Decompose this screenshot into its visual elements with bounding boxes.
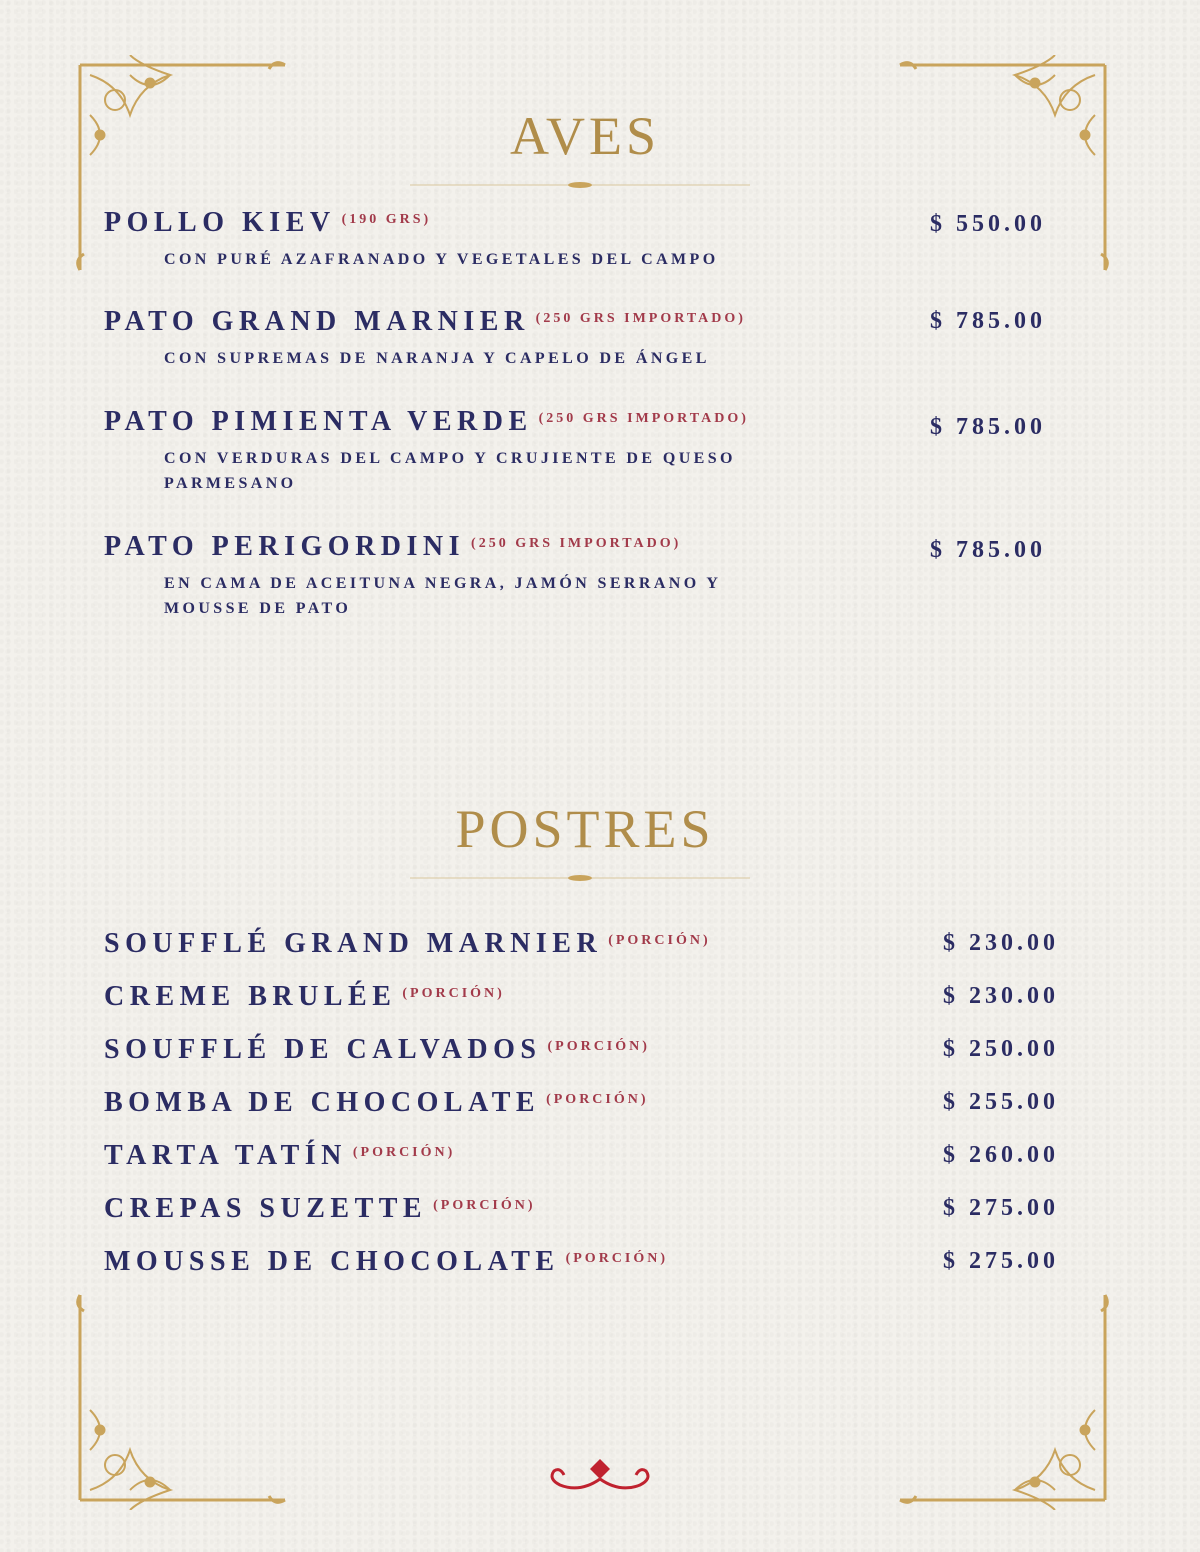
menu-item: [104, 1140, 1084, 1172]
item-name: PATO PIMIENTA VERDE: [104, 406, 533, 437]
item-note: (PORCIÓN): [547, 1039, 650, 1054]
item-description: EN CAMA DE ACEITUNA NEGRA, JAMÓN SERRANO Y MOUSSE DE PATO: [164, 575, 721, 617]
item-note: (PORCIÓN): [433, 1198, 536, 1213]
divider-icon: [410, 180, 750, 190]
menu-item: [104, 981, 1084, 1013]
item-note: (250 GRS IMPORTADO): [471, 536, 682, 551]
item-note: (PORCIÓN): [565, 1251, 669, 1266]
menu-item: [104, 1087, 1084, 1119]
item-price: $ 250.00: [943, 1036, 1059, 1062]
item-name: BOMBA DE CHOCOLATE: [104, 1087, 541, 1118]
item-note: (250 GRS IMPORTADO): [535, 311, 746, 326]
menu-item: [104, 1034, 1084, 1066]
item-note: (250 GRS IMPORTADO): [538, 411, 749, 426]
item-note: (190 GRS): [341, 212, 432, 227]
item-note: (PORCIÓN): [402, 986, 505, 1001]
item-price: $ 785.00: [930, 537, 1046, 563]
corner-ornament-bottom-left-icon: [70, 1290, 290, 1510]
item-price: $ 275.00: [943, 1195, 1059, 1221]
bottom-flourish-icon: [540, 1455, 660, 1500]
item-description: CON SUPREMAS DE NARANJA Y CAPELO DE ÁNGEL: [164, 350, 710, 367]
section-title-postres: POSTRES: [455, 799, 715, 859]
section-title-aves: AVES: [509, 106, 661, 166]
item-price: $ 275.00: [943, 1248, 1059, 1274]
menu-item: [104, 1246, 1084, 1278]
divider-icon: [410, 873, 750, 883]
item-name: CREME BRULÉE: [104, 981, 397, 1012]
corner-ornament-bottom-right-icon: [895, 1290, 1115, 1510]
item-name: POLLO KIEV: [104, 207, 336, 238]
item-price: $ 255.00: [943, 1089, 1059, 1115]
item-note: (PORCIÓN): [352, 1145, 456, 1160]
item-description: CON PURÉ AZAFRANADO Y VEGETALES DEL CAMPO: [164, 251, 719, 268]
item-price: $ 230.00: [943, 983, 1059, 1009]
item-name: SOUFFLÉ GRAND MARNIER: [104, 928, 603, 959]
item-price: $ 785.00: [930, 414, 1046, 440]
item-name: CREPAS SUZETTE: [104, 1193, 428, 1224]
item-note: (PORCIÓN): [546, 1092, 649, 1107]
item-price: $ 230.00: [943, 930, 1059, 956]
item-name: SOUFFLÉ DE CALVADOS: [104, 1034, 542, 1065]
item-name: MOUSSE DE CHOCOLATE: [104, 1246, 560, 1277]
item-name: PATO GRAND MARNIER: [104, 306, 530, 337]
item-price: $ 785.00: [930, 308, 1046, 334]
item-price: $ 550.00: [930, 211, 1046, 237]
item-name: TARTA TATÍN: [104, 1140, 347, 1171]
item-price: $ 260.00: [943, 1142, 1059, 1168]
menu-item: [104, 1193, 1084, 1225]
item-name: PATO PERIGORDINI: [104, 531, 466, 562]
item-description: CON VERDURAS DEL CAMPO Y CRUJIENTE DE QUESO PARMESANO: [164, 450, 736, 492]
item-note: (PORCIÓN): [608, 933, 711, 948]
menu-item: [104, 928, 1084, 960]
